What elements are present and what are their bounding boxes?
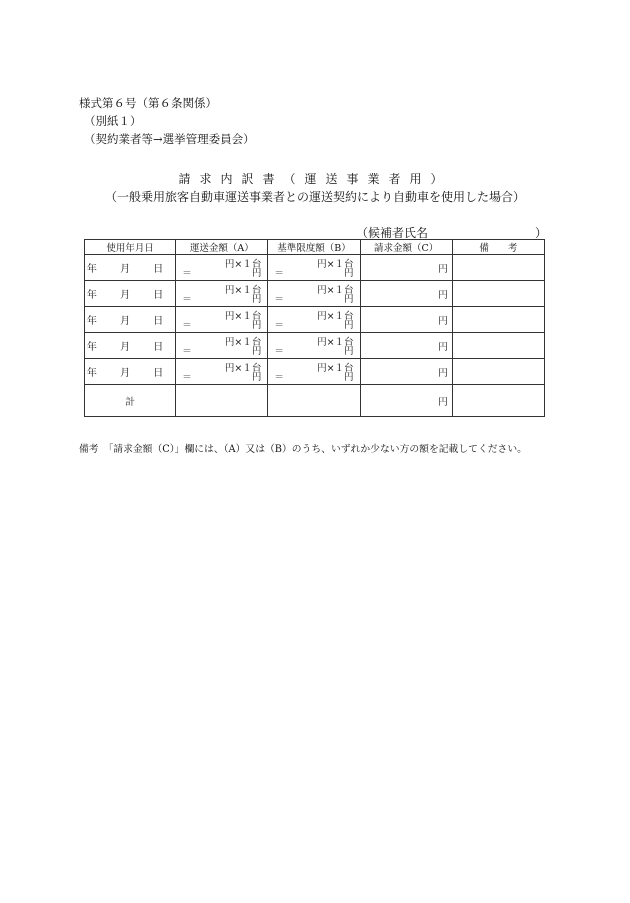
unit-per-car: 円×１台 (224, 285, 262, 296)
candidate-name-label: （候補者氏名 (356, 226, 429, 240)
yen-unit: 円 (344, 268, 354, 279)
transport-amount-cell[interactable] (176, 359, 268, 385)
transport-amount-cell[interactable] (176, 255, 268, 281)
equals-sign: ＝ (182, 268, 192, 279)
yen-unit: 円 (438, 341, 448, 353)
total-claim-cell[interactable] (360, 385, 452, 417)
header-use-date: 使用年月日 (85, 240, 176, 255)
equals-sign: ＝ (274, 346, 284, 357)
unit-per-car: 円×１台 (224, 363, 262, 374)
equals-sign: ＝ (274, 320, 284, 331)
equals-sign: ＝ (274, 372, 284, 383)
unit-per-car: 円×１台 (317, 285, 354, 296)
yen-unit: 円 (438, 367, 448, 379)
table-row (85, 307, 545, 333)
document-subtitle: （一般乗用旅客自動車運送事業者との運送契約により自動車を使用した場合） (104, 190, 525, 204)
form-number: 様式第６号（第６条関係） (79, 96, 217, 110)
limit-amount-cell[interactable] (268, 255, 360, 281)
yen-unit: 円 (344, 294, 354, 305)
date-placeholder: 年 月 日 (86, 316, 174, 327)
yen-unit: 円 (251, 294, 262, 305)
transport-amount-cell[interactable] (176, 307, 268, 333)
unit-per-car: 円×１台 (317, 337, 354, 348)
routing-label: （契約業者等→選挙管理委員会） (84, 132, 255, 146)
table-row (85, 255, 545, 281)
equals-sign: ＝ (274, 294, 284, 305)
unit-per-car: 円×１台 (224, 337, 262, 348)
equals-sign: ＝ (274, 268, 284, 279)
unit-per-car: 円×１台 (317, 259, 354, 270)
equals-sign: ＝ (182, 320, 192, 331)
transport-amount-cell[interactable] (176, 281, 268, 307)
date-placeholder: 年 月 日 (86, 264, 174, 275)
total-row (85, 385, 545, 417)
unit-per-car: 円×１台 (317, 311, 354, 322)
use-date-cell[interactable] (85, 333, 176, 359)
yen-unit: 円 (344, 320, 354, 331)
limit-amount-cell[interactable] (268, 307, 360, 333)
yen-unit: 円 (344, 346, 354, 357)
yen-unit: 円 (438, 396, 448, 408)
breakdown-table (84, 239, 545, 417)
total-label: 計 (85, 385, 176, 417)
transport-amount-cell[interactable] (176, 333, 268, 359)
header-limit-amount: 基準限度額（B） (268, 240, 360, 255)
yen-unit: 円 (438, 263, 448, 275)
remarks-cell[interactable] (452, 281, 544, 307)
yen-unit: 円 (251, 268, 262, 279)
total-remarks-cell[interactable] (452, 385, 544, 417)
remarks-note: 備考 「請求金額（C）」欄には、（A）又は（B）のうち、いずれか少ない方の額を記載してください。 (79, 444, 527, 455)
unit-per-car: 円×１台 (317, 363, 354, 374)
yen-unit: 円 (251, 346, 262, 357)
attachment-label: （別紙１） (84, 114, 142, 128)
claim-amount-cell[interactable] (360, 281, 452, 307)
date-placeholder: 年 月 日 (86, 290, 174, 301)
unit-per-car: 円×１台 (224, 311, 262, 322)
remarks-cell[interactable] (452, 255, 544, 281)
remarks-cell[interactable] (452, 359, 544, 385)
header-remarks: 備 考 (452, 240, 544, 255)
yen-unit: 円 (251, 372, 262, 383)
limit-amount-cell[interactable] (268, 359, 360, 385)
use-date-cell[interactable] (85, 281, 176, 307)
unit-per-car: 円×１台 (224, 259, 262, 270)
date-placeholder: 年 月 日 (86, 342, 174, 353)
use-date-cell[interactable] (85, 307, 176, 333)
use-date-cell[interactable] (85, 359, 176, 385)
date-placeholder: 年 月 日 (86, 368, 174, 379)
total-transport-cell[interactable] (176, 385, 268, 417)
equals-sign: ＝ (182, 372, 192, 383)
equals-sign: ＝ (182, 294, 192, 305)
header-claim-amount: 請求金額（C） (360, 240, 452, 255)
claim-amount-cell[interactable] (360, 307, 452, 333)
table-row (85, 359, 545, 385)
document-title: 請求内訳書（運送事業者用） (178, 172, 452, 186)
claim-amount-cell[interactable] (360, 359, 452, 385)
yen-unit: 円 (438, 315, 448, 327)
equals-sign: ＝ (182, 346, 192, 357)
yen-unit: 円 (251, 320, 262, 331)
limit-amount-cell[interactable] (268, 281, 360, 307)
use-date-cell[interactable] (85, 255, 176, 281)
claim-amount-cell[interactable] (360, 255, 452, 281)
header-transport-amount: 運送金額（A） (176, 240, 268, 255)
remarks-cell[interactable] (452, 307, 544, 333)
candidate-name-close: ） (535, 226, 548, 240)
table-header-row (85, 240, 545, 255)
total-limit-cell[interactable] (268, 385, 360, 417)
remarks-cell[interactable] (452, 333, 544, 359)
yen-unit: 円 (344, 372, 354, 383)
table-row (85, 281, 545, 307)
claim-amount-cell[interactable] (360, 333, 452, 359)
yen-unit: 円 (438, 289, 448, 301)
limit-amount-cell[interactable] (268, 333, 360, 359)
table-row (85, 333, 545, 359)
